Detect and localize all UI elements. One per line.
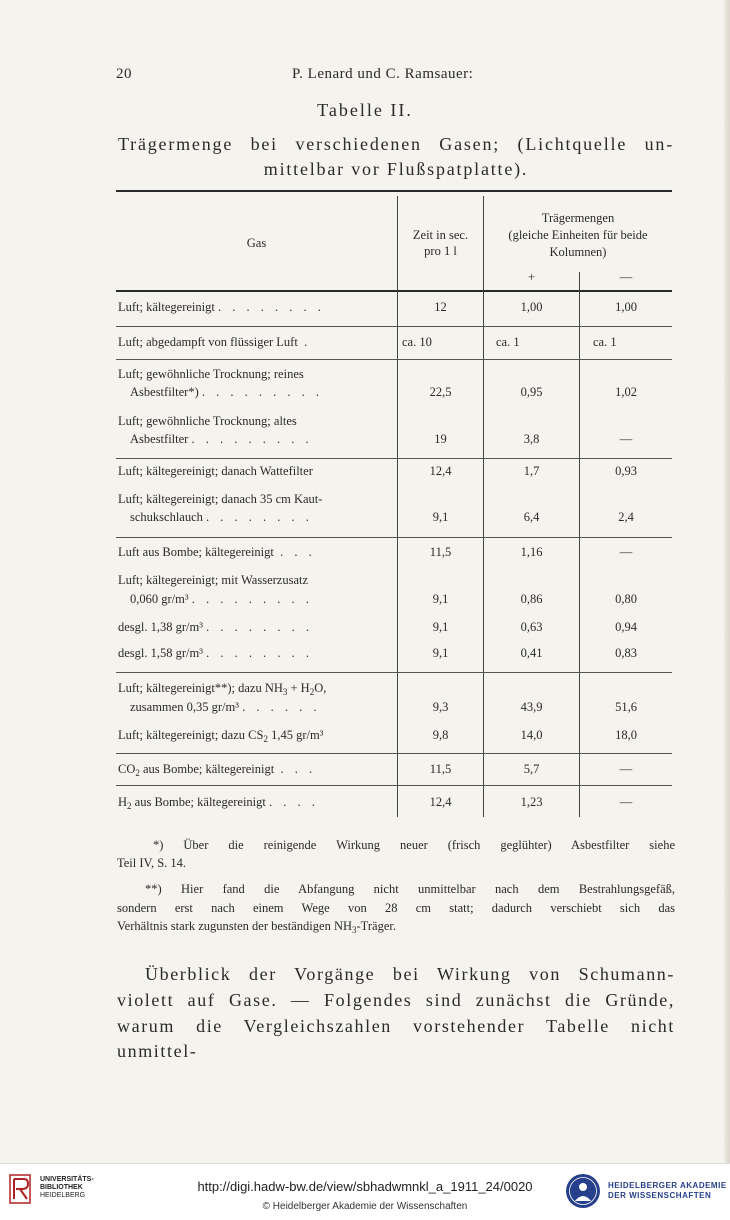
row-divider — [116, 785, 672, 786]
row-divider — [116, 359, 672, 360]
column-header-traeger-note: Kolumnen) — [549, 245, 607, 259]
viewer-footer — [0, 1163, 730, 1220]
table-cell-minus: 18,0 — [615, 728, 637, 742]
row-divider — [116, 753, 672, 754]
row-divider — [116, 537, 672, 538]
table-cell-zeit: 19 — [434, 432, 447, 446]
table-cell-gas: Asbestfilter*) . . . . . . . . . — [130, 385, 323, 399]
column-header-traeger-note: (gleiche Einheiten für beide — [508, 228, 648, 242]
table-cell-gas: Luft; kältegereinigt**); dazu $NH_3 + H_2O$, — [118, 681, 327, 697]
table-cell-gas: Asbestfilter . . . . . . . . . — [130, 432, 313, 446]
table-cell-plus: ca. 1 — [496, 335, 520, 349]
table-cell-zeit: 9,3 — [432, 700, 449, 714]
footnote-2-cont: sondern erst nach einem Wege von 28 cm statt; dadurch verschiebt sich das — [117, 901, 675, 915]
row-divider — [116, 672, 672, 673]
footnote-2: **) Hier fand die Abfangung nicht unmittelbar nach dem Bestrahlungsgefäß, — [145, 882, 675, 896]
permalink-url[interactable]: http://digi.hadw-bw.de/view/sbhadwmnkl_a_1911_24/0020 — [197, 1179, 533, 1194]
table-cell-plus: 0,41 — [520, 646, 543, 660]
table-cell-zeit: 22,5 — [429, 385, 452, 399]
column-header-minus: — — [619, 270, 633, 284]
table-cell-plus: 1,23 — [520, 795, 543, 809]
row-divider — [116, 326, 672, 327]
table-cell-minus: 1,00 — [615, 300, 637, 314]
caption-line-2: mittelbar vor Flußspatplatte). — [263, 159, 529, 179]
table-cell-zeit: 12 — [434, 300, 447, 314]
column-header-zeit-unit: pro 1 l — [424, 244, 457, 258]
body-text-line: warum die Vergleichszahlen vorstehender Tabelle nicht unmittel- — [117, 1016, 675, 1061]
table-cell-plus: 0,86 — [520, 592, 543, 606]
table-cell-zeit: 9,1 — [432, 620, 449, 634]
table-cell-gas: schukschlauch . . . . . . . . — [130, 510, 313, 524]
column-divider — [397, 196, 398, 817]
table-title: Tabelle II. — [317, 100, 413, 120]
table-cell-zeit: 9,1 — [432, 646, 449, 660]
table-cell-gas: Luft; gewöhnliche Trocknung; reines — [118, 367, 304, 381]
academy-name: HEIDELBERGER AKADEMIE DER WISSENSCHAFTEN — [608, 1181, 727, 1200]
table-cell-minus: 51,6 — [615, 700, 637, 714]
row-divider — [116, 458, 672, 459]
body-text-line: Überblick der Vorgänge bei Wirkung von Schumann- — [145, 964, 675, 984]
table-cell-zeit: 9,8 — [432, 728, 449, 742]
column-header-gas: Gas — [246, 236, 267, 250]
table-cell-minus: — — [619, 762, 633, 776]
table-cell-plus: 3,8 — [523, 432, 540, 446]
table-cell-plus: 5,7 — [523, 762, 540, 776]
column-header-traeger: Trägermengen — [541, 211, 615, 225]
table-header-rule — [116, 290, 672, 292]
table-top-rule — [116, 190, 672, 192]
column-divider — [483, 196, 484, 817]
table-cell-plus: 0,63 — [520, 620, 543, 634]
table-cell-zeit: 9,1 — [432, 510, 449, 524]
table-cell-plus: 0,95 — [520, 385, 543, 399]
copyright-notice: © Heidelberger Akademie der Wissenschaften — [262, 1201, 468, 1212]
table-cell-plus: 43,9 — [520, 700, 543, 714]
table-cell-gas: desgl. 1,38 gr/m³ . . . . . . . . — [118, 620, 313, 634]
university-library-name: UNIVERSITÄTS- BIBLIOTHEK HEIDELBERG — [40, 1176, 94, 1199]
table-cell-gas: 0,060 gr/m³ . . . . . . . . . — [130, 592, 313, 606]
table-cell-plus: 6,4 — [523, 510, 540, 524]
table-cell-gas: Luft; kältegereinigt . . . . . . . . — [118, 300, 325, 314]
table-cell-zeit: 11,5 — [429, 762, 452, 776]
page-edge — [724, 0, 730, 1163]
table-cell-gas: Luft; gewöhnliche Trocknung; altes — [118, 414, 297, 428]
table-cell-minus: — — [619, 795, 633, 809]
table-cell-gas: Luft; kältegereinigt; mit Wasserzusatz — [118, 573, 309, 587]
table-cell-gas: zusammen 0,35 gr/m³ . . . . . . — [130, 700, 321, 714]
footnote-1: *) Über die reinigende Wirkung neuer (frisch geglühter) Asbestfilter siehe — [153, 838, 675, 852]
table-cell-gas: Luft; abgedampft von flüssiger Luft . — [118, 335, 308, 349]
caption-line-1: Trägermenge bei verschiedenen Gasen; (Lichtquelle un- — [118, 134, 674, 154]
table-cell-plus: 1,7 — [523, 464, 540, 478]
table-cell-zeit: 12,4 — [429, 464, 452, 478]
column-header-zeit: Zeit in sec. — [412, 228, 469, 242]
table-cell-zeit: 9,1 — [432, 592, 449, 606]
footnote-1-cont: Teil IV, S. 14. — [117, 856, 187, 870]
table-cell-plus: 1,16 — [520, 545, 543, 559]
table-cell-zeit: ca. 10 — [402, 335, 432, 349]
table-cell-gas: Luft; kältegereinigt; dazu $CS_2$ 1,45 gr/m³ — [118, 728, 324, 744]
page-number: 20 — [116, 66, 132, 82]
footnote-2-cont: Verhältnis stark zugunsten der beständigen $NH_3$-Träger. — [117, 919, 396, 935]
table-cell-minus: — — [619, 545, 633, 559]
table-cell-minus: — — [619, 432, 633, 446]
table-cell-minus: 0,93 — [615, 464, 637, 478]
table-cell-minus: 0,94 — [615, 620, 637, 634]
running-header — [116, 66, 672, 88]
table-cell-gas: $H_2$ aus Bombe; kältegereinigt . . . . — [118, 795, 319, 811]
running-header-authors: P. Lenard und C. Ramsauer: — [292, 66, 474, 82]
table-cell-plus: 14,0 — [520, 728, 543, 742]
table-cell-plus: 1,00 — [520, 300, 543, 314]
table-cell-minus: 0,80 — [615, 592, 637, 606]
table-cell-minus: 0,83 — [615, 646, 637, 660]
table-cell-minus: ca. 1 — [593, 335, 617, 349]
table-cell-gas: Luft; kältegereinigt; danach 35 cm Kaut- — [118, 492, 323, 506]
table-cell-gas: $CO_2$ aus Bombe; kältegereinigt . . . — [118, 762, 317, 778]
academy-seal-logo — [564, 1172, 602, 1210]
column-header-plus: + — [527, 270, 536, 284]
table-caption — [118, 132, 674, 182]
body-text-line: violett auf Gase. — Folgendes sind zunächst die Gründe, — [117, 990, 675, 1010]
table-cell-gas: desgl. 1,58 gr/m³ . . . . . . . . — [118, 646, 313, 660]
table-cell-minus: 2,4 — [618, 510, 634, 524]
table-cell-gas: Luft aus Bombe; kältegereinigt . . . — [118, 545, 316, 559]
table-cell-gas: Luft; kältegereinigt; danach Wattefilter — [118, 464, 313, 478]
table-cell-zeit: 11,5 — [429, 545, 452, 559]
table-cell-zeit: 12,4 — [429, 795, 452, 809]
table-cell-minus: 1,02 — [615, 385, 637, 399]
